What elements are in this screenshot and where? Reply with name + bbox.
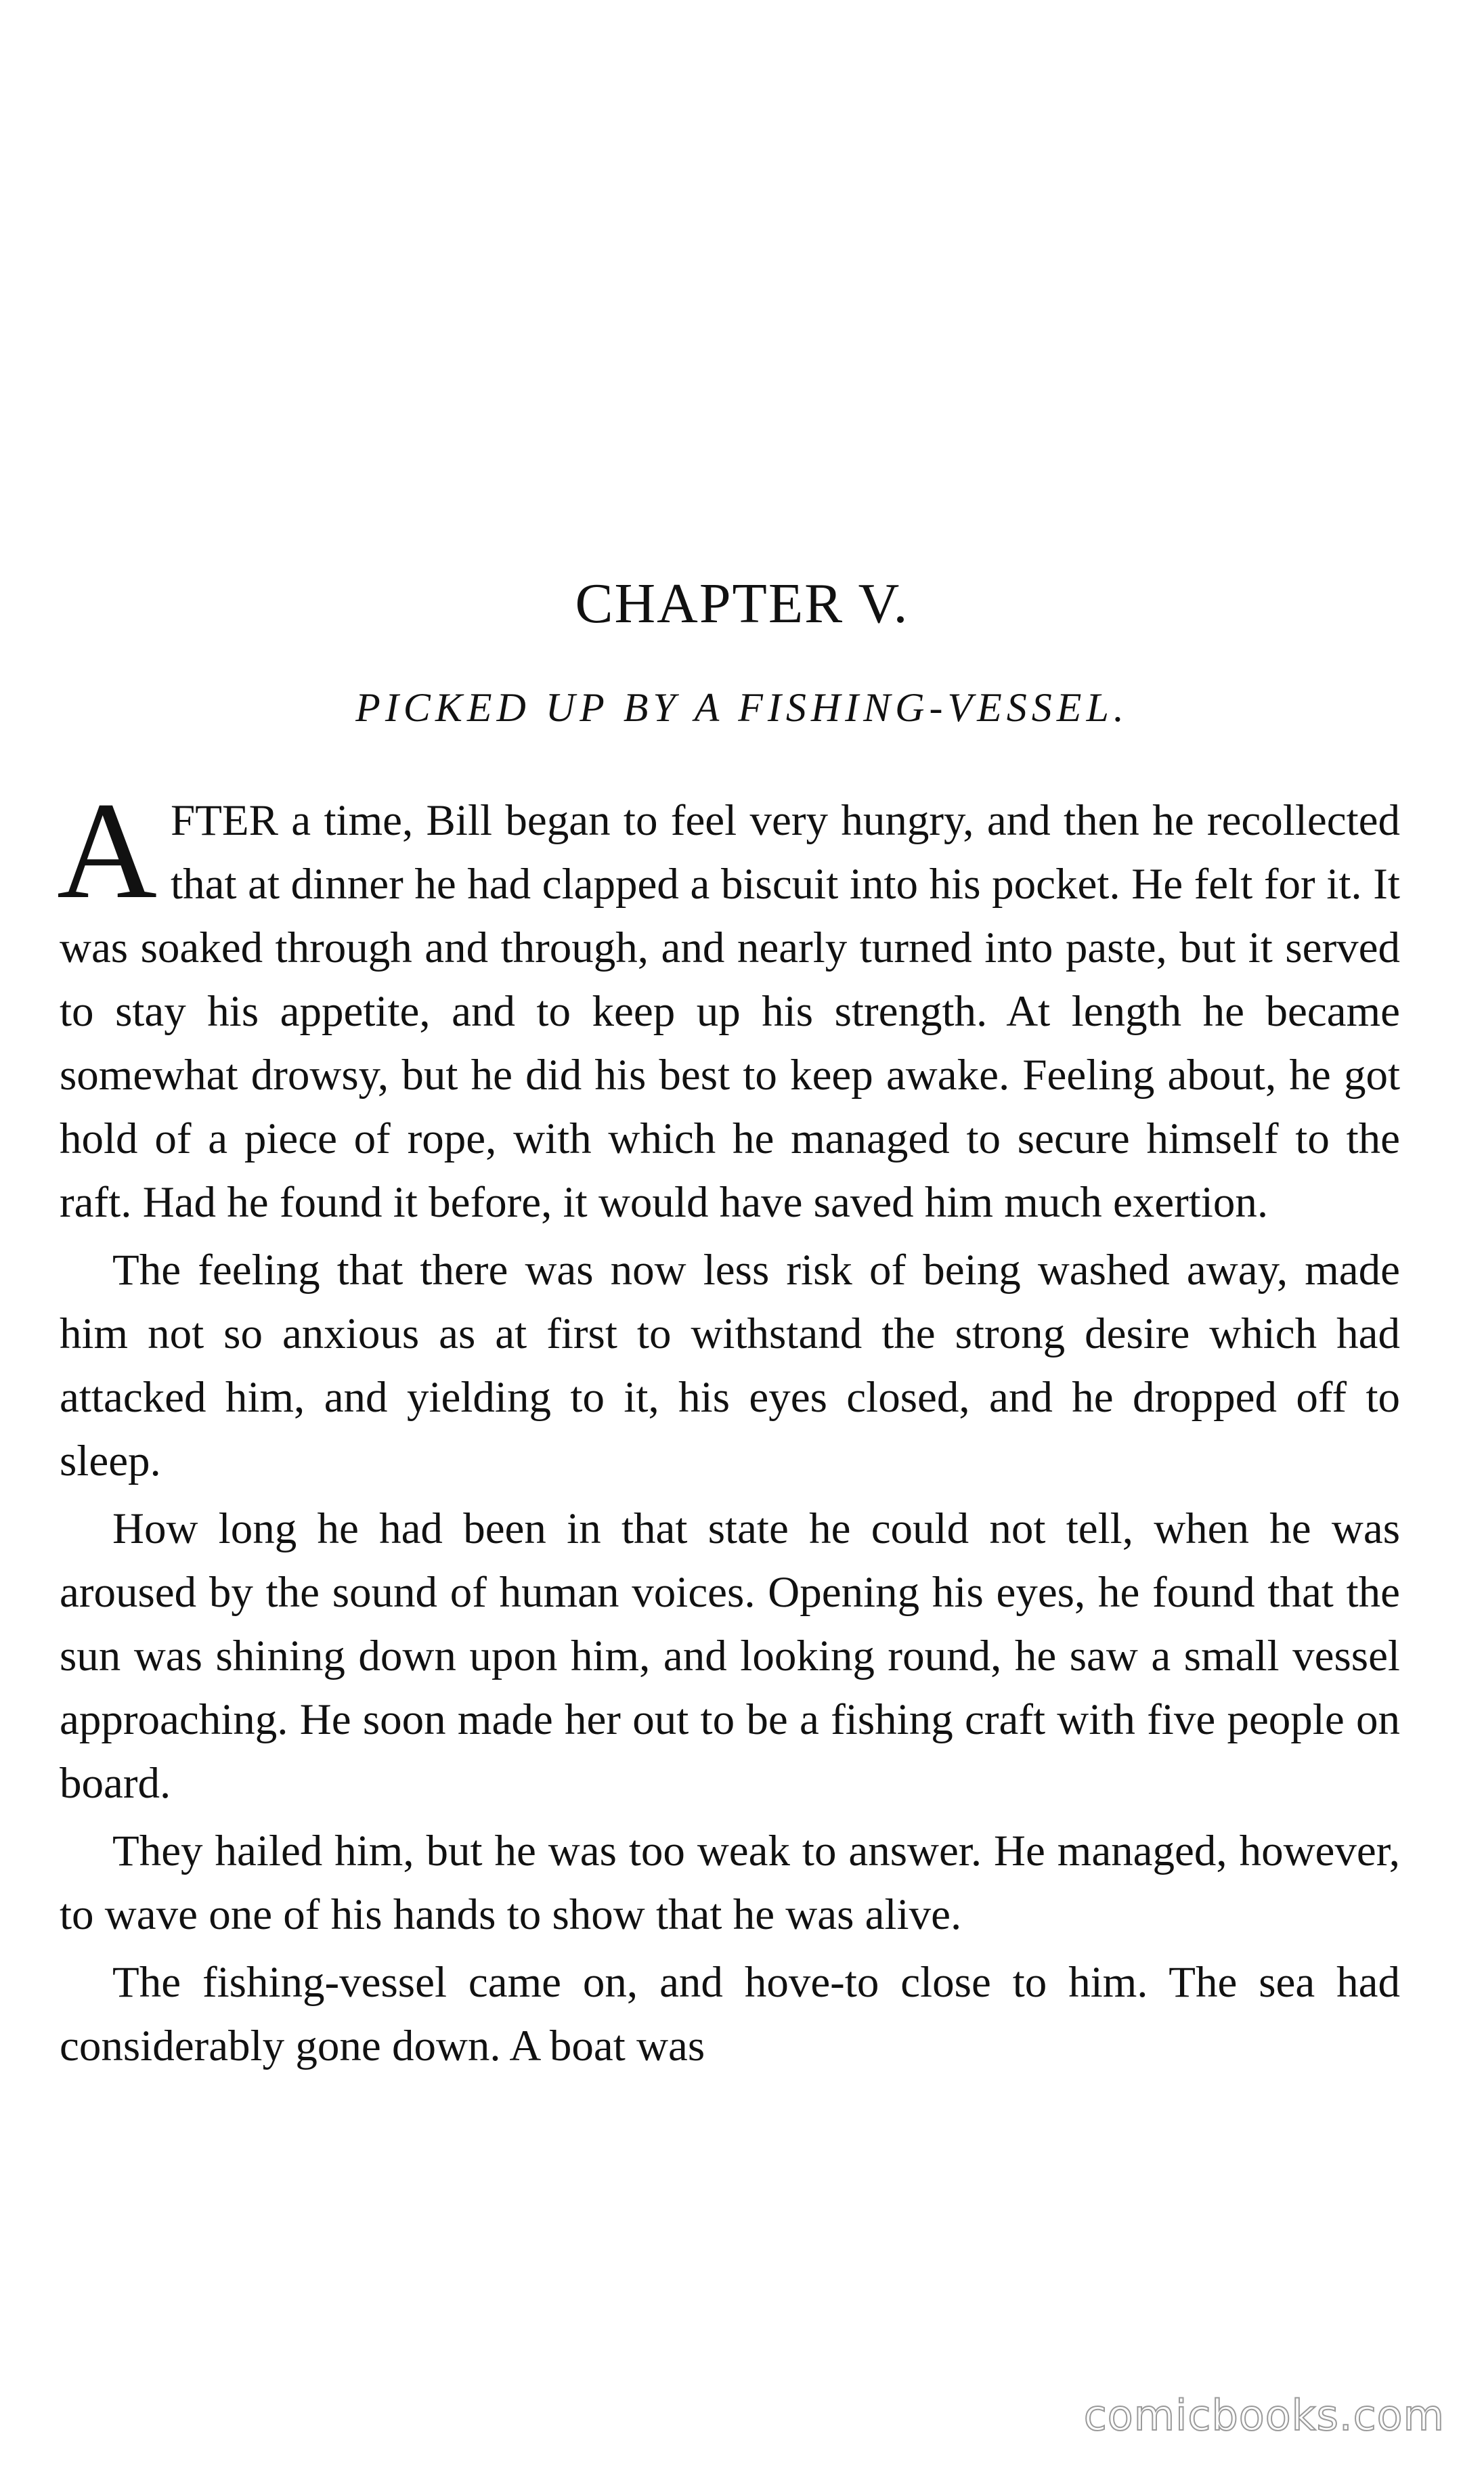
paragraph [57, 774, 1400, 1234]
paragraph: The feeling that there was now less risk of being washed away, made him not so anxious as at first to withstand the strong desire which had attacked him, and yielding to it, his eyes closed, and he dropped off to sleep. [60, 1246, 1400, 1485]
paragraph: How long he had been in that state he could not tell, when he was aroused by the sound of human voices. Opening his eyes, he found that the sun was shining down upon him, and looking round, he saw a small vessel approaching. He soon made her out to be a fishing craft with five people on board. [60, 1504, 1400, 1808]
drop-cap: A [57, 774, 158, 928]
paragraph-text: FTER a time, Bill began to feel very hungry, and then he recollected that at dinner he had clapped a biscuit into his pocket. He felt for it. It was soaked through and through, and nearly turned into paste, but it served to stay his appetite, and to keep up his strength. At length he became somewhat drowsy, but he did his best to keep awake. Feeling about, he got hold of a piece of rope, with which he managed to secure himself to the raft. Had he found it before, it would have saved him much exertion. [60, 796, 1400, 1227]
watermark: comicbooks.com [1083, 2391, 1445, 2440]
chapter-subtitle: PICKED UP BY A FISHING-VESSEL. [355, 685, 1129, 730]
paragraph: The fishing-vessel came on, and hove-to close to him. The sea had considerably gone down. A boat was [60, 1958, 1400, 2070]
paragraph: They hailed him, but he was too weak to answer. He managed, however, to wave one of his hands to show that he was alive. [60, 1827, 1400, 1939]
chapter-heading: CHAPTER V. [575, 572, 909, 635]
chapter-body [57, 774, 1400, 2082]
